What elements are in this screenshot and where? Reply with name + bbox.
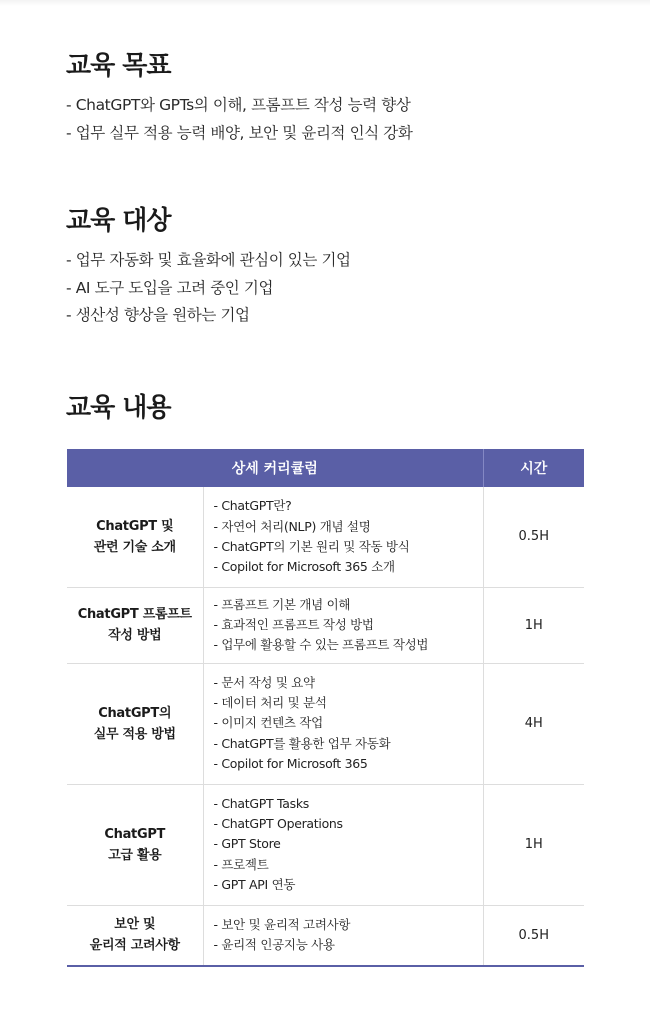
topic-item: - 문서 작성 및 요약: [213, 674, 315, 690]
duration-cell: 4H: [483, 663, 584, 784]
module-label: 실무 적용 방법: [93, 726, 176, 742]
module-cell: [67, 487, 203, 587]
module-label: 관련 기술 소개: [93, 539, 176, 555]
goals-list: [66, 92, 412, 147]
module-label: ChatGPT 프롬프트: [77, 607, 192, 622]
topic-item: - 프롬프트 기본 개념 이해: [213, 596, 351, 612]
topic-item: - Copilot for Microsoft 365: [213, 755, 368, 771]
topic-item: - 보안 및 윤리적 고려사항: [213, 917, 351, 933]
audience-list: [66, 247, 351, 330]
table-row: [67, 587, 584, 663]
table-row: [67, 487, 584, 587]
topic-item: - GPT API 연동: [213, 876, 296, 892]
topic-item: - ChatGPT Tasks: [213, 795, 310, 811]
list-item: - ChatGPT와 GPTs의 이해, 프롬프트 작성 능력 향상: [66, 96, 411, 114]
header-time: 시간: [483, 449, 584, 487]
table-row: [67, 784, 584, 905]
module-label: 작성 방법: [108, 628, 162, 643]
topic-item: - 데이터 처리 및 분석: [213, 695, 327, 711]
duration-cell: 1H: [483, 587, 584, 663]
audience-section: [66, 205, 351, 330]
topic-item: - ChatGPT의 기본 원리 및 작동 방식: [213, 538, 410, 554]
table-header-row: [67, 449, 584, 487]
content-title: 교육 내용: [66, 393, 171, 423]
topic-item: - 이미지 컨텐츠 작업: [213, 715, 323, 731]
module-cell: [67, 905, 203, 966]
module-label: 윤리적 고려사항: [89, 938, 180, 954]
topics-cell: [203, 487, 483, 587]
audience-title: 교육 대상: [66, 206, 171, 236]
list-item: - AI 도구 도입을 고려 중인 기업: [66, 278, 274, 297]
topic-item: - ChatGPT Operations: [213, 816, 343, 832]
module-cell: [67, 587, 203, 663]
list-item: - 생산성 향상을 원하는 기업: [66, 306, 250, 324]
module-label: 고급 활용: [108, 847, 162, 863]
topics-cell: [203, 905, 483, 966]
module-label: ChatGPT: [104, 826, 166, 842]
content-section: [66, 392, 171, 424]
header-curriculum: 상세 커리큘럼: [67, 449, 483, 487]
table-row: [67, 905, 584, 966]
goals-title: 교육 목표: [66, 51, 171, 81]
topic-item: - 프로젝트: [213, 856, 269, 872]
topic-item: - 자연어 처리(NLP) 개념 설명: [213, 518, 371, 534]
table-row: [67, 663, 584, 784]
topic-item: - ChatGPT를 활용한 업무 자동화: [213, 735, 391, 751]
list-item: - 업무 실무 적용 능력 배양, 보안 및 윤리적 인식 강화: [66, 123, 413, 142]
curriculum-table: [67, 449, 584, 967]
module-cell: [67, 784, 203, 905]
duration-cell: 0.5H: [518, 927, 549, 943]
topics-cell: [203, 663, 483, 784]
topics-cell: [203, 587, 483, 663]
topic-item: - Copilot for Microsoft 365 소개: [213, 558, 395, 574]
top-divider: [0, 0, 650, 6]
goals-section: [66, 50, 412, 147]
module-cell: [67, 663, 203, 784]
module-label: 보안 및: [114, 917, 156, 933]
topic-item: - ChatGPT란?: [213, 498, 292, 514]
topic-item: - 윤리적 인공지능 사용: [213, 937, 335, 953]
duration-cell: 1H: [483, 784, 584, 905]
topic-item: - 효과적인 프롬프트 작성 방법: [213, 616, 374, 632]
module-label: ChatGPT의: [98, 705, 172, 721]
module-label: ChatGPT 및: [96, 518, 174, 534]
list-item: - 업무 자동화 및 효율화에 관심이 있는 기업: [66, 251, 351, 269]
duration-cell: 0.5H: [483, 487, 584, 587]
topics-cell: [203, 784, 483, 905]
topic-item: - 업무에 활용할 수 있는 프롬프트 작성법: [213, 637, 429, 653]
topic-item: - GPT Store: [213, 836, 281, 852]
